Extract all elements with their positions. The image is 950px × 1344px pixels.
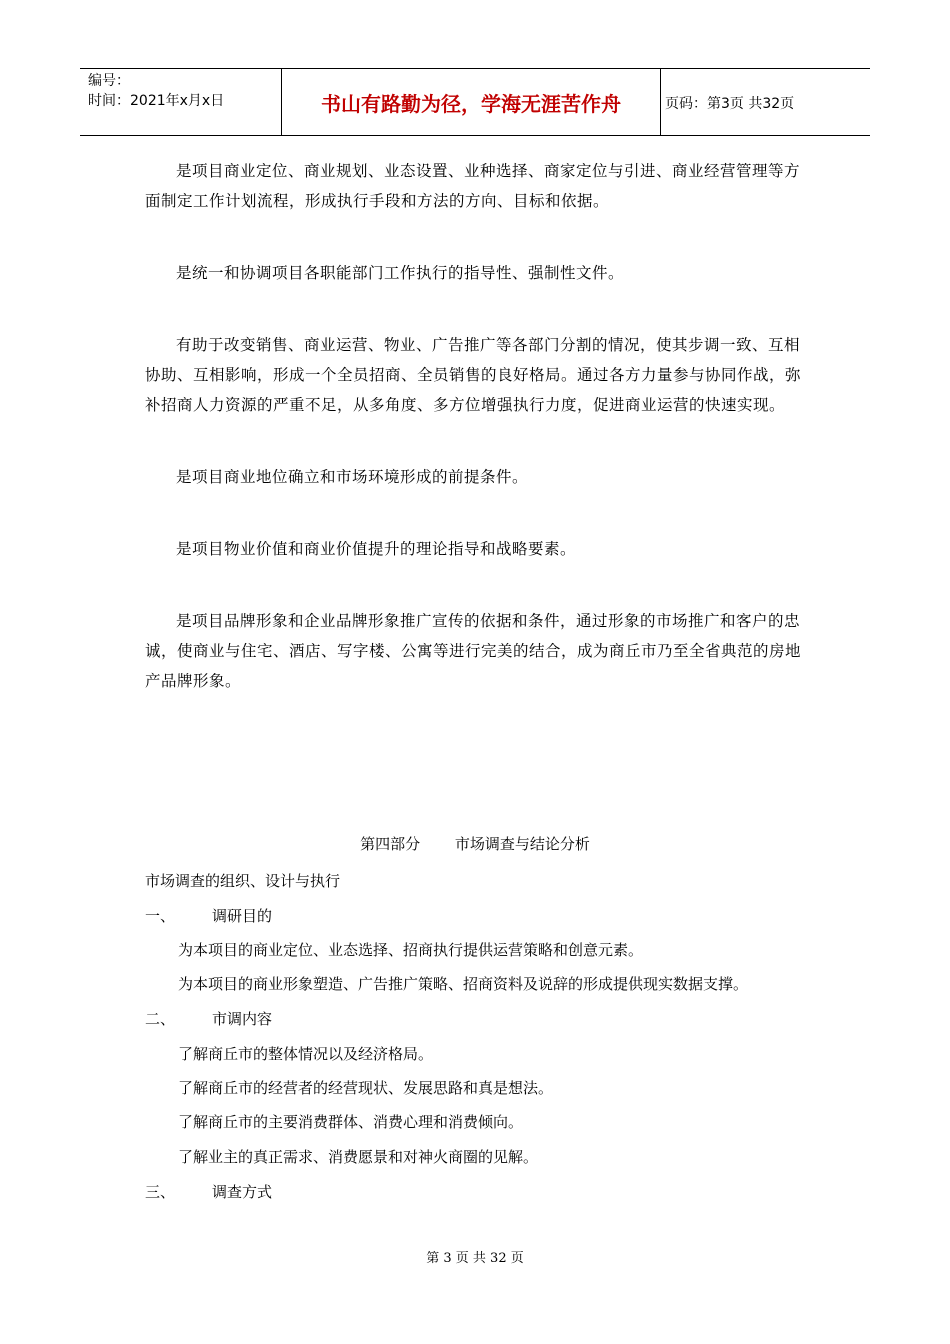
document-number-label: 编号： — [88, 73, 130, 89]
paragraph: 是项目物业价值和商业价值提升的理论指导和战略要素。 — [176, 540, 577, 558]
item-line: 为本项目的商业定位、业态选择、招商执行提供运营策略和创意元素。 — [178, 941, 644, 959]
item-number: 二、 — [145, 1010, 176, 1028]
paragraph: 有助于改变销售、商业运营、物业、广告推广等各部门分割的情况，使其步调一致、互相协助、互相影响，形成一个全员招商、全员销售的良好格局。通过各方力量参与协同作战，弥补招商人力资源的严重不足，从多角度、多方位增强执行力度，促进商业运营的快速实现。 — [145, 336, 802, 414]
item-number: 三、 — [145, 1183, 176, 1201]
item-line: 了解商丘市的整体情况以及经济格局。 — [178, 1045, 434, 1063]
document-time-label: 时间：2021年x月x日 — [88, 93, 225, 109]
item-heading: 调研目的 — [212, 907, 273, 925]
item-heading: 调查方式 — [212, 1183, 273, 1201]
body-paragraphs — [145, 156, 813, 738]
paragraph: 是项目商业地位确立和市场环境形成的前提条件。 — [176, 468, 529, 486]
paragraph: 是统一和协调项目各职能部门工作执行的指导性、强制性文件。 — [176, 264, 625, 282]
header-page-info: 页码：第3页 共32页 — [665, 96, 795, 112]
header-meta — [88, 71, 278, 111]
item-number: 一、 — [145, 907, 176, 925]
section-subtitle: 市场调查的组织、设计与执行 — [145, 872, 341, 890]
page-footer: 第 3 页 共 32 页 — [426, 1251, 524, 1266]
section-title: 第四部分 市场调查与结论分析 — [360, 835, 590, 853]
page-header — [80, 68, 870, 136]
item-line: 为本项目的商业形象塑造、广告推广策略、招商资料及说辞的形成提供现实数据支撑。 — [178, 975, 749, 993]
item-line: 了解商丘市的经营者的经营现状、发展思路和真是想法。 — [178, 1079, 554, 1097]
item-line: 了解商丘市的主要消费群体、消费心理和消费倾向。 — [178, 1113, 524, 1131]
paragraph: 是项目品牌形象和企业品牌形象推广宣传的依据和条件，通过形象的市场推广和客户的忠诚，使商业与住宅、酒店、写字楼、公寓等进行完美的结合，成为商丘市乃至全省典范的房地产品牌形象。 — [145, 612, 802, 690]
item-line: 了解业主的真正需求、消费愿景和对神火商圈的见解。 — [178, 1148, 539, 1166]
item-heading: 市调内容 — [212, 1010, 273, 1028]
paragraph: 是项目商业定位、商业规划、业态设置、业种选择、商家定位与引进、商业经营管理等方面制定工作计划流程，形成执行手段和方法的方向、目标和依据。 — [145, 162, 801, 210]
header-motto: 书山有路勤为径，学海无涯苦作舟 — [281, 69, 661, 135]
